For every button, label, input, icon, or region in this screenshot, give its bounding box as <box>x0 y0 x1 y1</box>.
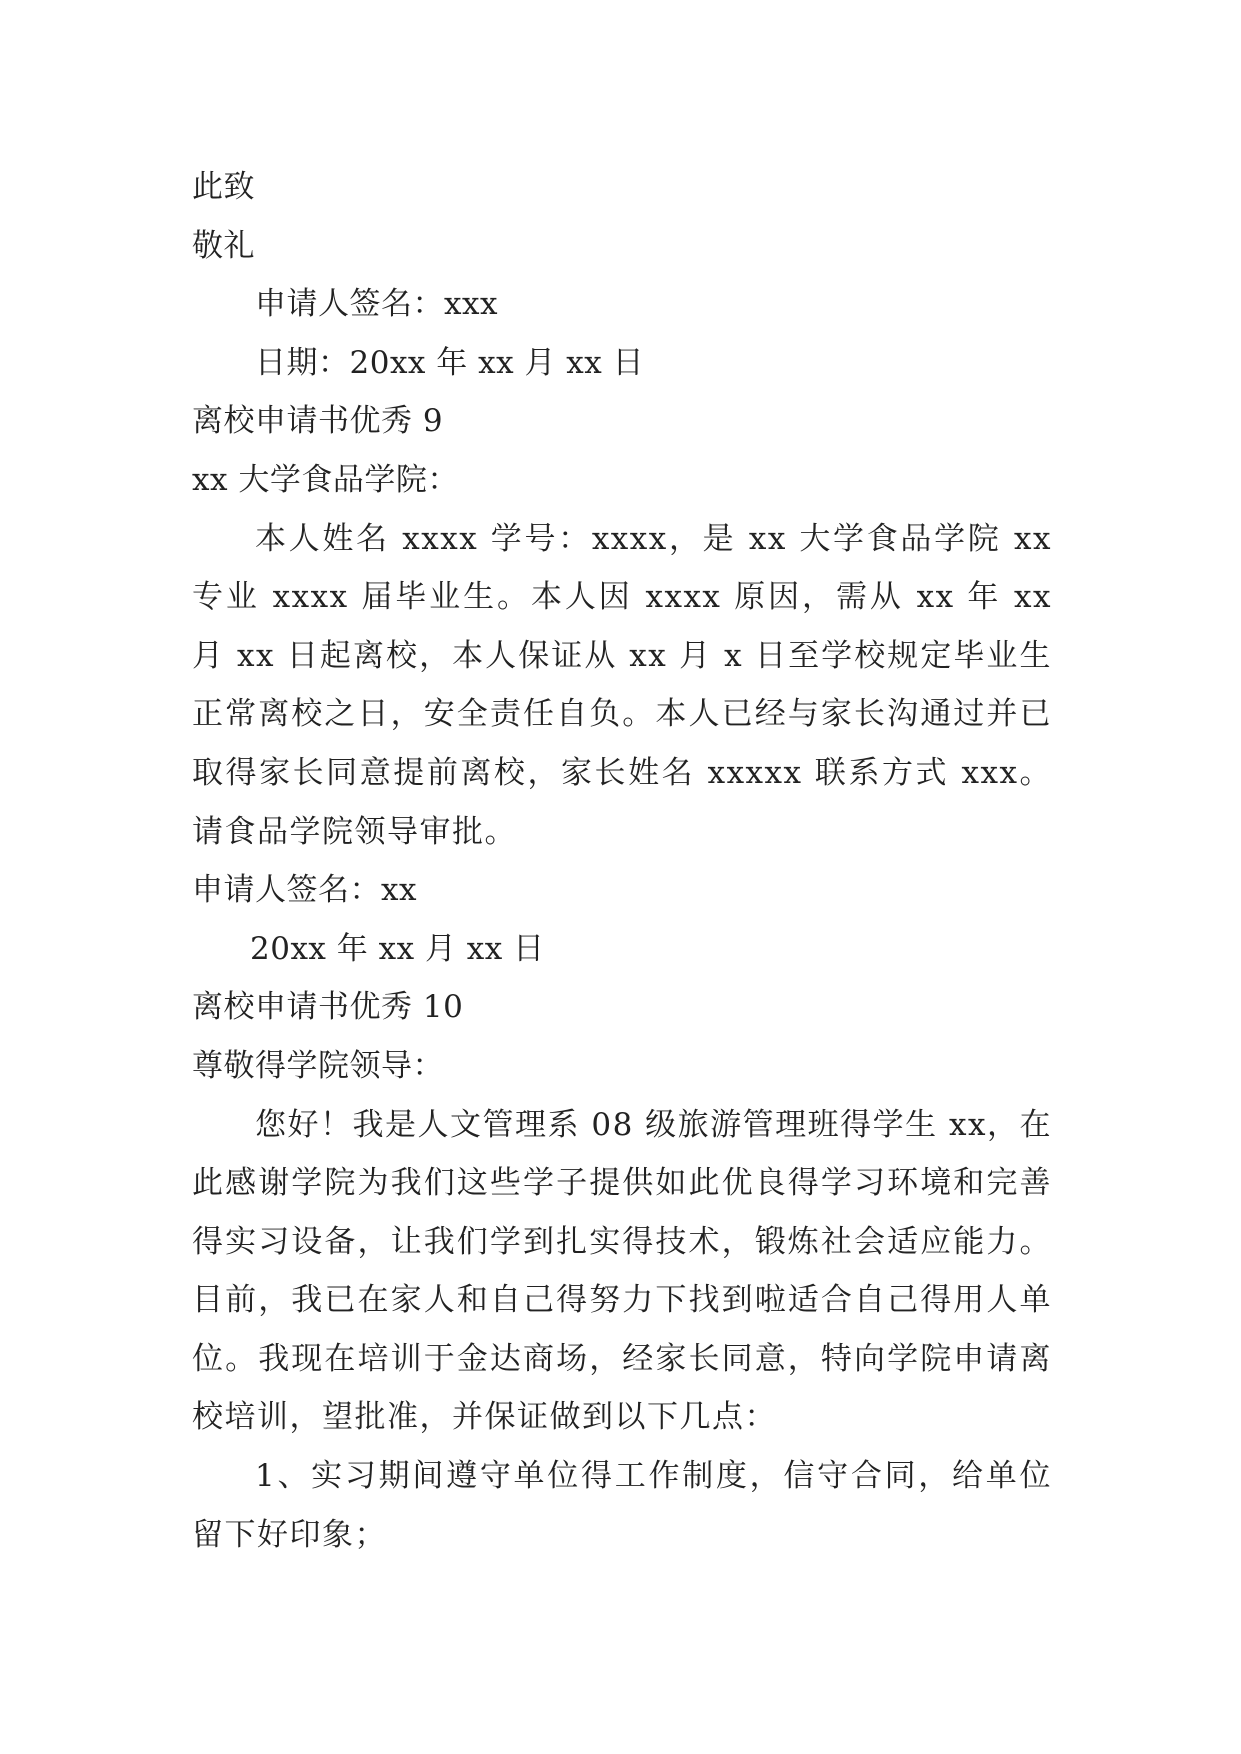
body-paragraph-10: 您好！我是人文管理系 08 级旅游管理班得学生 xx，在此感谢学院为我们这些学子提供如此优良得学习环境和完善得实习设备，让我们学到扎实得技术，锻炼社会适应能力。目前，我已在家人和自己得努力下找到啦适合自己得用人单位。我现在培训于金达商场，经家长同意，特向学院申请离校培训，望批准，并保证做到以下几点： <box>192 1106 1052 1436</box>
closing-line-1: 此致 <box>192 169 255 205</box>
body-paragraph-9: 本人姓名 xxxx 学号：xxxx，是 xx 大学食品学院 xx 专业 xxxx 届毕业生。本人因 xxxx 原因，需从 xx 年 xx 月 xx 日起离校，本人保证从 xx 月 x 日至学校规定毕业生正常离校之日，安全责任自负。本人已经与家长沟通过并已取得家长同意提前离校，家长姓名 xxxxx 联系方式 xxx。请食品学院领导审批。 <box>192 520 1052 850</box>
recipient-9: xx 大学食品学院： <box>192 461 459 498</box>
signature-date-1: 日期：20xx 年 xx 月 xx 日 <box>255 344 645 381</box>
section-title-9: 离校申请书优秀 9 <box>192 403 444 440</box>
section-title-10: 离校申请书优秀 10 <box>192 989 464 1026</box>
signature-date-2: 20xx 年 xx 月 xx 日 <box>250 930 545 967</box>
applicant-signature-1: 申请人签名：xxx <box>255 286 498 323</box>
list-item-point-1: 1、实习期间遵守单位得工作制度，信守合同，给单位留下好印象； <box>192 1458 1052 1553</box>
document-content <box>192 158 1052 1564</box>
applicant-signature-2: 申请人签名：xx <box>192 872 417 909</box>
closing-line-2: 敬礼 <box>192 227 255 264</box>
recipient-10: 尊敬得学院领导： <box>192 1047 444 1084</box>
